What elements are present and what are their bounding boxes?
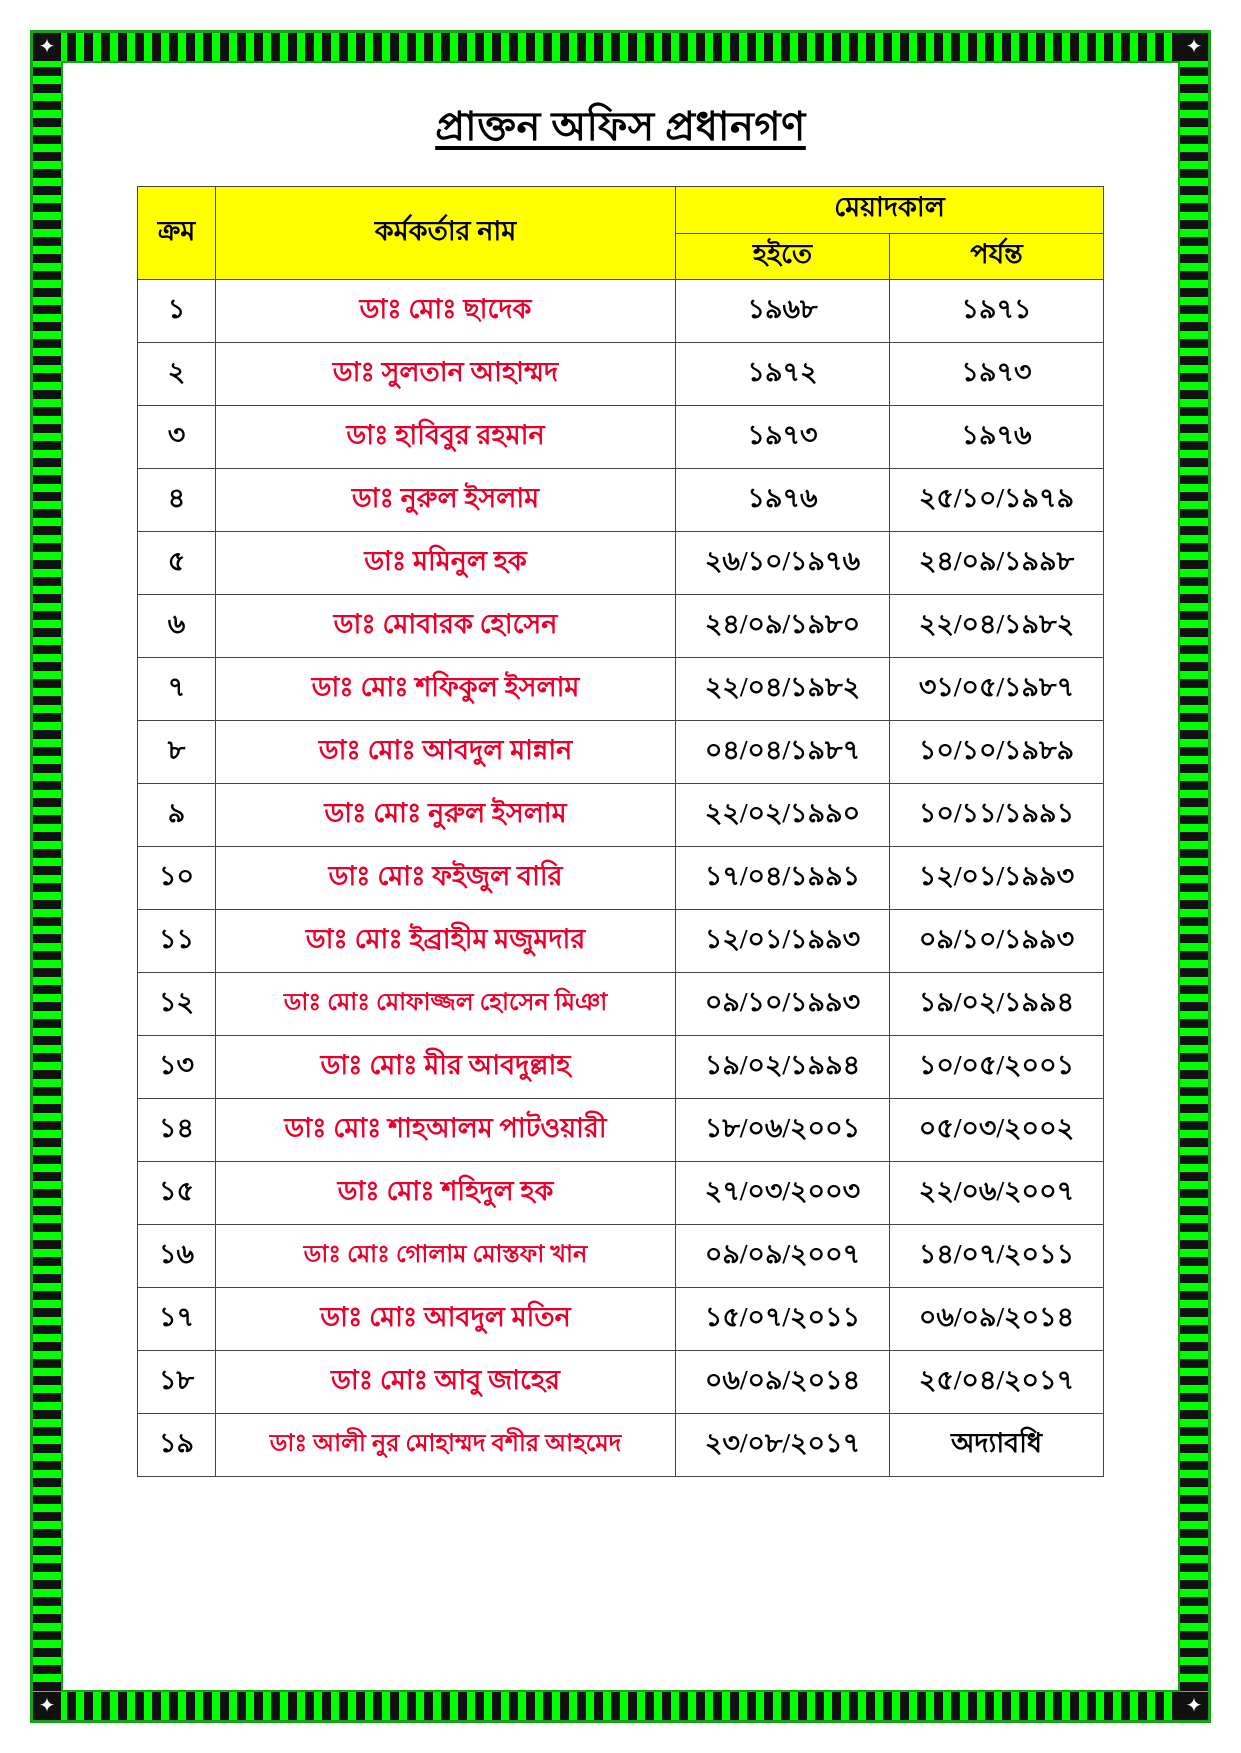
cell-tenure-to: ১৯৭১ [890,280,1104,343]
table-row [138,469,1104,532]
table-row [138,1036,1104,1099]
cell-tenure-to: ২২/০৬/২০০৭ [890,1162,1104,1225]
cell-tenure-from: ১৯৭২ [676,343,890,406]
cell-tenure-from: ১২/০১/১৯৯৩ [676,910,890,973]
cell-officer-name: ডাঃ মোঃ আবদুল মতিন [216,1288,676,1351]
cell-tenure-from: ১৮/০৬/২০০১ [676,1099,890,1162]
cell-tenure-from: ১৭/০৪/১৯৯১ [676,847,890,910]
decorative-border-frame [30,30,1211,1723]
cell-tenure-to: ২২/০৪/১৯৮২ [890,595,1104,658]
cell-officer-name: ডাঃ মোঃ আবু জাহের [216,1351,676,1414]
cell-tenure-from: ০৪/০৪/১৯৮৭ [676,721,890,784]
cell-officer-name: ডাঃ মোঃ মোফাজ্জল হোসেন মিঞা [216,973,676,1036]
cell-officer-name: ডাঃ মোঃ ফইজুল বারি [216,847,676,910]
corner-ornament-bottom-left: ✦ [33,1692,61,1720]
cell-officer-name: ডাঃ মোঃ ছাদেক [216,280,676,343]
decorative-border-left [33,33,61,1720]
cell-officer-name: ডাঃ মোঃ ইব্রাহীম মজুমদার [216,910,676,973]
cell-tenure-to: ২৫/১০/১৯৭৯ [890,469,1104,532]
table-row [138,1414,1104,1477]
document-inner-frame [61,61,1180,1692]
document-content [63,63,1178,1690]
table-row [138,910,1104,973]
cell-officer-name: ডাঃ মোঃ শফিকুল ইসলাম [216,658,676,721]
cell-serial: ৪ [138,469,216,532]
table-row [138,1351,1104,1414]
cell-officer-name: ডাঃ মোঃ শাহআলম পাটওয়ারী [216,1099,676,1162]
cell-officer-name: ডাঃ সুলতান আহাম্মদ [216,343,676,406]
decorative-border-right [1180,33,1208,1720]
cell-serial: ১৪ [138,1099,216,1162]
table-row [138,343,1104,406]
cell-serial: ১ [138,280,216,343]
cell-tenure-to: ৩১/০৫/১৯৮৭ [890,658,1104,721]
cell-officer-name: ডাঃ নুরুল ইসলাম [216,469,676,532]
cell-serial: ১৬ [138,1225,216,1288]
cell-tenure-to: ০৯/১০/১৯৯৩ [890,910,1104,973]
cell-tenure-to: ১৯৭৬ [890,406,1104,469]
page-title: প্রাক্তন অফিস প্রধানগণ [435,104,806,149]
cell-tenure-from: ২২/০২/১৯৯০ [676,784,890,847]
table-row [138,532,1104,595]
cell-serial: ৩ [138,406,216,469]
cell-tenure-from: ২৬/১০/১৯৭৬ [676,532,890,595]
cell-tenure-from: ১৫/০৭/২০১১ [676,1288,890,1351]
column-header-from: হইতে [676,233,890,280]
cell-serial: ১৯ [138,1414,216,1477]
cell-tenure-to: ২৪/০৯/১৯৯৮ [890,532,1104,595]
table-row [138,406,1104,469]
cell-tenure-to: ১৯৭৩ [890,343,1104,406]
cell-tenure-to: ০৬/০৯/২০১৪ [890,1288,1104,1351]
cell-serial: ১৫ [138,1162,216,1225]
cell-tenure-from: ০৯/০৯/২০০৭ [676,1225,890,1288]
cell-tenure-to: ১২/০১/১৯৯৩ [890,847,1104,910]
cell-tenure-to: ০৫/০৩/২০০২ [890,1099,1104,1162]
table-row [138,658,1104,721]
cell-tenure-from: ২৩/০৮/২০১৭ [676,1414,890,1477]
cell-officer-name: ডাঃ মমিনুল হক [216,532,676,595]
cell-serial: ১২ [138,973,216,1036]
cell-tenure-from: ২২/০৪/১৯৮২ [676,658,890,721]
cell-tenure-to: ১০/১০/১৯৮৯ [890,721,1104,784]
cell-serial: ১৩ [138,1036,216,1099]
cell-officer-name: ডাঃ মোঃ গোলাম মোস্তফা খান [216,1225,676,1288]
table-row [138,595,1104,658]
cell-officer-name: ডাঃ আলী নুর মোহাম্মদ বশীর আহমেদ [216,1414,676,1477]
cell-tenure-to: ১৯/০২/১৯৯৪ [890,973,1104,1036]
table-body [138,280,1104,1477]
table-row [138,847,1104,910]
table-row [138,973,1104,1036]
former-office-heads-table [137,186,1104,1477]
table-row [138,1099,1104,1162]
table-row [138,280,1104,343]
column-header-to: পর্যন্ত [890,233,1104,280]
cell-tenure-from: ০৯/১০/১৯৯৩ [676,973,890,1036]
table-row [138,784,1104,847]
table-header-row-1 [138,187,1104,234]
cell-tenure-from: ১৯৭৩ [676,406,890,469]
cell-serial: ৯ [138,784,216,847]
cell-tenure-from: ১৯৭৬ [676,469,890,532]
cell-serial: ৫ [138,532,216,595]
cell-tenure-from: ১৯৬৮ [676,280,890,343]
cell-officer-name: ডাঃ মোঃ আবদুল মান্নান [216,721,676,784]
cell-serial: ১৭ [138,1288,216,1351]
table-row [138,1162,1104,1225]
cell-serial: ১৮ [138,1351,216,1414]
corner-ornament-bottom-right: ✦ [1180,1692,1208,1720]
cell-tenure-to: অদ্যাবধি [890,1414,1104,1477]
table-row [138,1225,1104,1288]
cell-serial: ৮ [138,721,216,784]
cell-officer-name: ডাঃ মোবারক হোসেন [216,595,676,658]
cell-serial: ১০ [138,847,216,910]
cell-tenure-from: ০৬/০৯/২০১৪ [676,1351,890,1414]
corner-ornament-top-left: ✦ [33,33,61,61]
column-header-serial: ক্রম [138,187,216,280]
table-row [138,1288,1104,1351]
cell-serial: ১১ [138,910,216,973]
column-header-name: কর্মকর্তার নাম [216,187,676,280]
cell-officer-name: ডাঃ হাবিবুর রহমান [216,406,676,469]
cell-tenure-to: ২৫/০৪/২০১৭ [890,1351,1104,1414]
cell-tenure-from: ১৯/০২/১৯৯৪ [676,1036,890,1099]
column-header-tenure: মেয়াদকাল [676,187,1104,234]
corner-ornament-top-right: ✦ [1180,33,1208,61]
cell-tenure-from: ২৪/০৯/১৯৮০ [676,595,890,658]
cell-tenure-to: ১০/১১/১৯৯১ [890,784,1104,847]
cell-officer-name: ডাঃ মোঃ নুরুল ইসলাম [216,784,676,847]
cell-serial: ৬ [138,595,216,658]
cell-serial: ৭ [138,658,216,721]
cell-tenure-from: ২৭/০৩/২০০৩ [676,1162,890,1225]
table-header [138,187,1104,280]
cell-tenure-to: ১৪/০৭/২০১১ [890,1225,1104,1288]
cell-serial: ২ [138,343,216,406]
cell-officer-name: ডাঃ মোঃ মীর আবদুল্লাহ [216,1036,676,1099]
table-row [138,721,1104,784]
cell-officer-name: ডাঃ মোঃ শহিদুল হক [216,1162,676,1225]
cell-tenure-to: ১০/০৫/২০০১ [890,1036,1104,1099]
